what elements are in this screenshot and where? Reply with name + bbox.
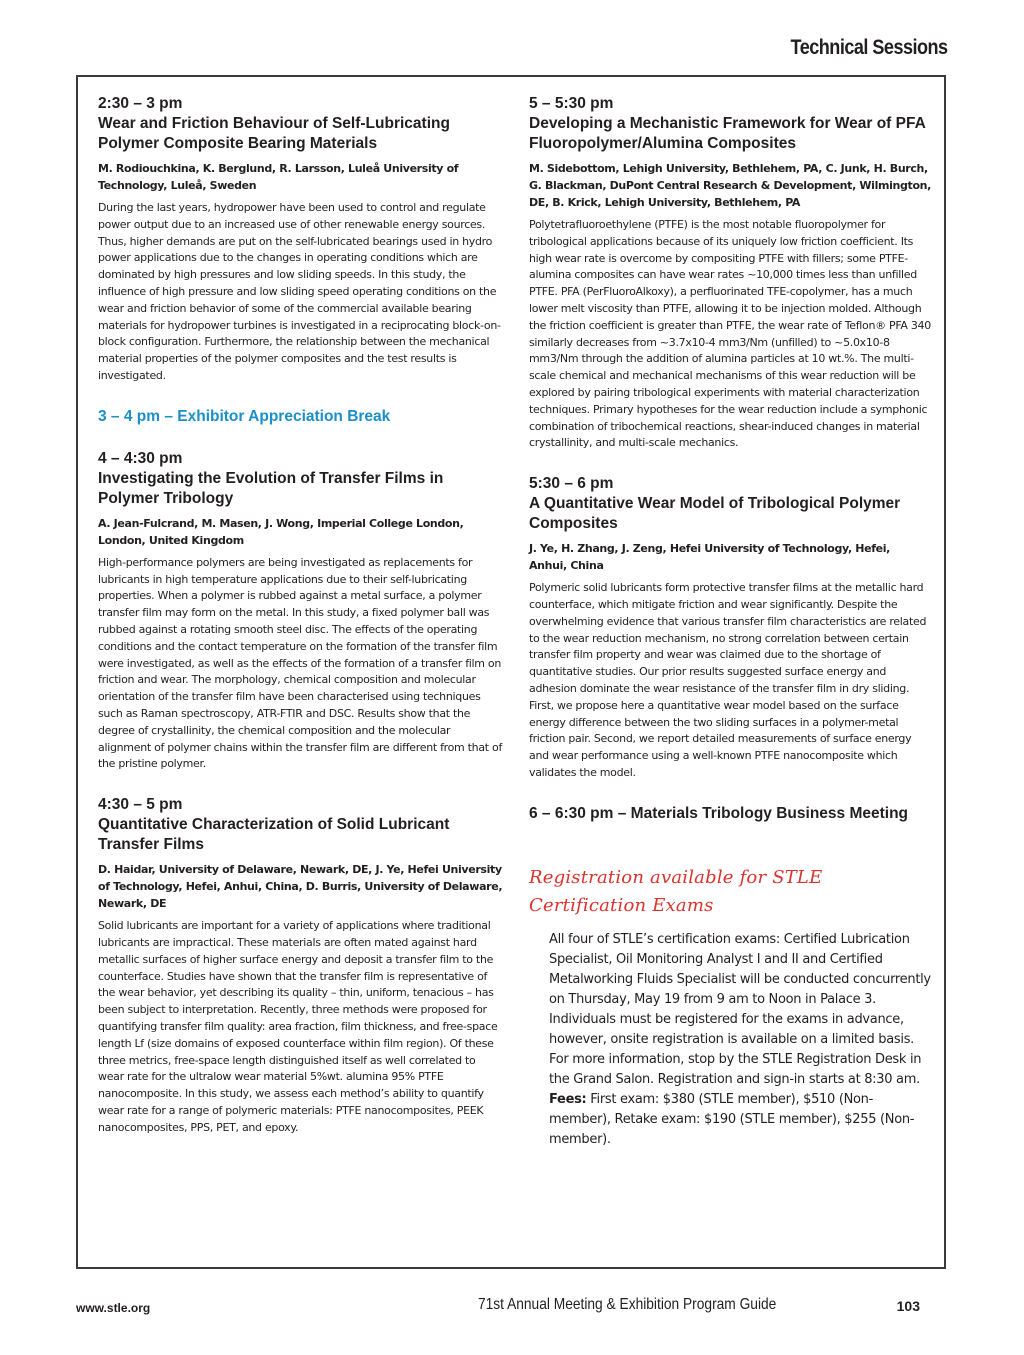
session-authors: M. Sidebottom, Lehigh University, Bethlehem, PA, C. Junk, H. Burch, G. Blackman, DuPont Central Research & Development, Wilmington, DE, B. Krick, Lehigh University, Bethlehem, PA (529, 162, 931, 209)
session-2 (98, 449, 503, 773)
session-abstract: Solid lubricants are important for a variety of applications where traditional lubricants are impractical. These materials are often mated against hard metallic surfaces of higher surface energy and deposit a transfer film to the counterface. Studies have shown that the transfer film is representative of the wear behavior, yet describing its quality – thin, uniform, tenacious – has been subject to interpretation. Recently, three methods were proposed for quantifying transfer film quality: area fraction, film thickness, and free-space length Lf (size domains of exposed counterface within film region). Of these three metrics, free-space length distinguished itself as well correlated to wear rate for the ultralow wear material 5%wt. alumina 95% PTFE nanocomposite. In this study, we assess each method’s ability to quantify wear rate for a range of polymeric materials: PTFE nanocomposites, PEEK nanocomposites, PPS, PET, and epoxy. (98, 919, 498, 1134)
registration-heading-line2: Certification Exams (529, 894, 714, 916)
footer-website: www.stle.org (76, 1301, 151, 1315)
business-meeting: 6 – 6:30 pm – Materials Tribology Business Meeting (529, 804, 909, 822)
footer-publication: 71st Annual Meeting & Exhibition Program Guide (478, 1296, 777, 1313)
session-time: 5 – 5:30 pm (529, 95, 614, 112)
session-authors: D. Haidar, University of Delaware, Newark, DE, J. Ye, Hefei University of Technology, Hefei, Anhui, China, D. Burris, University of Delaware, Newark, DE (98, 863, 503, 911)
session-time: 4:30 – 5 pm (98, 796, 183, 814)
session-time: 2:30 – 3 pm (98, 95, 183, 112)
page-header: Technical Sessions (790, 36, 948, 59)
session-abstract: During the last years, hydropower have been used to control and regulate power output due to an increased use of other renewable energy sources. Thus, higher demands are put on the self-lubricated bearings used in hydro power applications due to the changes in operating conditions which are dominated by high pressures and low sliding speeds. In this study, the influence of high pressure and low sliding speed operating conditions on the wear and friction behavior of some of the commercial available bearing materials for hydropower turbines is investigated in a reciprocating block-on-block configuration. Furthermore, the relationship between the mechanical material properties of the polymer composites and the test results is investigated. (98, 201, 501, 382)
session-title: Quantitative Characterization of Solid Lubricant Transfer Films (98, 816, 450, 854)
session-abstract: Polymeric solid lubricants form protective transfer films at the metallic hard counterface, which mitigate friction and wear significantly. Despite the overwhelming evidence that various transfer film characteristics are related to the wear reduction mechanism, no strong correlation between certain transfer film property and wear was claimed due to the shortage of quantitative studies. Our prior results suggested surface energy and adhesion dominate the wear resistance of the transfer film in dry sliding. First, we propose here a quantitative wear model based on the surface energy difference between the two sliding surfaces in a polymer-metal friction pair. Second, we report detailed measurements of surface energy and wear performance using a well-known PTFE nanocomposite which validates the model. (529, 581, 927, 779)
fees-label: Fees: (549, 1091, 587, 1107)
registration-text: All four of STLE’s certification exams: Certified Lubrication Specialist, Oil Monitoring Analyst I and II and Certified Metalworking Fluids Specialist will be conducted concurrently on Thursday, May 19 from 9 am to Noon in Palace 3. Individuals must be registered for the exams in advance, however, onsite registration is available on a limited basis. For more information, stop by the STLE Registration Desk in the Grand Salon. Registration and sign-in starts at 8:30 am. (549, 931, 931, 1087)
registration-heading-line1: Registration available for STLE (529, 866, 823, 888)
footer-page-number: 103 (896, 1298, 920, 1314)
registration-body (549, 930, 931, 1150)
session-time: 5:30 – 6 pm (529, 475, 614, 493)
session-title: Developing a Mechanistic Framework for Wear of PFA Fluoropolymer/Alumina Composites (529, 115, 926, 152)
session-abstract: Polytetrafluoroethylene (PTFE) is the most notable fluoropolymer for tribological applications because of its uniquely low friction coefficient. Its high wear rate is overcome by compositing PTFE with fillers; some PTFE-alumina composites can have wear rates ~10,000 times less than unfilled PTFE. PFA (PerFluoroAlkoxy), a perfluorinated TFE-copolymer, has a much lower melt viscosity than PTFE, allowing it to be injection molded. Although the friction coefficient is greater than PTFE, the wear rate of Teflon® PFA 340 similarly decreases from ~3.7x10-4 mm3/Nm (unfilled) to ~5.0x10-8 mm3/Nm through the addition of alumina particles at 10 wt.%. The multi-scale chemical and mechanical mechanisms of this wear reduction will be explored by pairing tribological experiments with material characterization techniques. Primary hypotheses for the wear reduction include a symphonic combination of tribochemical reactions, shear-induced changes in material crystallinity, and multi-scale mechanics. (529, 218, 931, 450)
session-authors: J. Ye, H. Zhang, J. Zeng, Hefei University of Technology, Hefei, Anhui, China (529, 542, 891, 573)
session-5 (529, 474, 931, 782)
session-title: Investigating the Evolution of Transfer Films in Polymer Tribology (98, 469, 444, 507)
session-abstract: High-performance polymers are being investigated as replacements for lubricants in high temperature applications due to their self-lubricating properties. When a polymer is rubbed against a metal surface, a polymer transfer film may form on the metal. In this study, a fixed polymer ball was rubbed against a rotating smooth steel disc. The effects of the operating conditions and the contact temperature on the formation of the transfer film were investigated, as well as the effects of the formation of a transfer film on friction and wear. The morphology, chemical composition and molecular orientation of the transfer film have been characterised using techniques such as Raman spectroscopy, ATR-FTIR and DSC. Results show that the degree of crystallinity, the chemical composition and the molecular alignment of polymer chains within the transfer film are different from that of the pristine polymer. (98, 555, 503, 771)
exhibitor-break: 3 – 4 pm – Exhibitor Appreciation Break (98, 407, 391, 425)
session-authors: M. Rodiouchkina, K. Berglund, R. Larsson, Luleå University of Technology, Luleå, Sweden (98, 162, 459, 192)
session-3 (98, 795, 503, 1136)
registration-box (529, 864, 931, 1150)
registration-heading (529, 864, 931, 920)
session-title: Wear and Friction Behaviour of Self-Lubricating Polymer Composite Bearing Materials (98, 115, 450, 152)
session-1 (98, 94, 503, 385)
session-title: A Quantitative Wear Model of Tribological Polymer Composites (529, 495, 901, 533)
session-authors: A. Jean-Fulcrand, M. Masen, J. Wong, Imperial College London, London, United Kingdom (98, 516, 464, 547)
right-column (529, 94, 931, 1150)
fees-text: First exam: $380 (STLE member), $510 (Non-member), Retake exam: $190 (STLE member), $255 (Non-member). (549, 1091, 915, 1147)
left-column (98, 94, 503, 1158)
content-frame (76, 75, 946, 1269)
session-4 (529, 94, 931, 452)
session-time: 4 – 4:30 pm (98, 449, 183, 467)
